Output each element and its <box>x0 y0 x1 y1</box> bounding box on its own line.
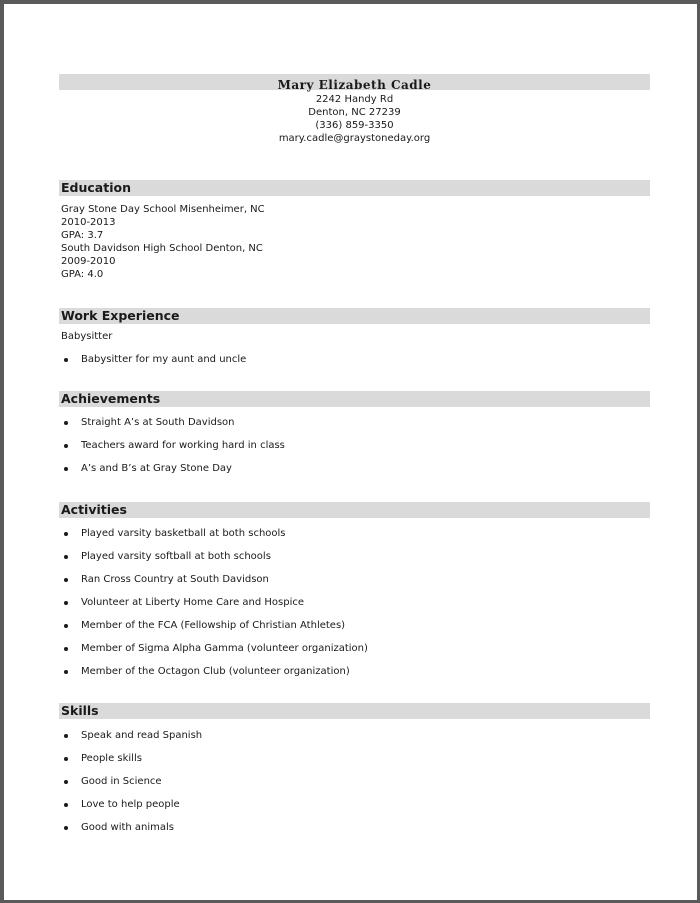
list-item <box>59 439 650 452</box>
education-line: GPA: 3.7 <box>61 230 104 241</box>
section-header-skills: Skills <box>59 703 650 719</box>
resume-document <box>59 74 650 834</box>
bullet-icon <box>64 826 68 830</box>
bullet-icon <box>64 578 68 582</box>
education-line: South Davidson High School Denton, NC <box>61 243 263 254</box>
list-item <box>59 729 650 742</box>
section-header-education: Education <box>59 180 650 196</box>
list-item <box>59 665 650 678</box>
bullet-icon <box>64 647 68 651</box>
list-item <box>59 462 650 475</box>
list-item <box>59 752 650 765</box>
work-list <box>59 353 650 366</box>
bullet-icon <box>64 757 68 761</box>
list-item-text: Teachers award for working hard in class <box>81 440 285 451</box>
bullet-icon <box>64 803 68 807</box>
email-address: mary.cadle@graystoneday.org <box>278 133 431 144</box>
address-line-2: Denton, NC 27239 <box>308 107 401 118</box>
list-item <box>59 798 650 811</box>
list-item <box>59 527 650 540</box>
bullet-icon <box>64 532 68 536</box>
bullet-icon <box>64 624 68 628</box>
education-line: 2009-2010 <box>61 256 116 267</box>
bullet-icon <box>64 358 68 362</box>
activities-list <box>59 527 650 678</box>
bullet-icon <box>64 467 68 471</box>
list-item <box>59 353 650 366</box>
address-line-1: 2242 Handy Rd <box>315 94 394 105</box>
education-line: GPA: 4.0 <box>61 269 104 280</box>
bullet-icon <box>64 421 68 425</box>
skills-list <box>59 729 650 834</box>
applicant-name: Mary Elizabeth Cadle <box>277 78 432 92</box>
list-item-text: Straight A’s at South Davidson <box>81 417 235 428</box>
list-item <box>59 642 650 655</box>
contact-block <box>59 93 650 145</box>
phone-number: (336) 859-3350 <box>315 120 394 131</box>
list-item-text: Love to help people <box>81 799 180 810</box>
education-line: 2010-2013 <box>61 217 116 228</box>
list-item-text: Member of the FCA (Fellowship of Christian Athletes) <box>81 620 346 631</box>
bullet-icon <box>64 670 68 674</box>
bullet-icon <box>64 555 68 559</box>
list-item-text: Member of Sigma Alpha Gamma (volunteer organization) <box>81 643 368 654</box>
list-item-text: Speak and read Spanish <box>81 730 203 741</box>
list-item-text: Good with animals <box>81 822 175 833</box>
list-item <box>59 821 650 834</box>
list-item-text: Good in Science <box>81 776 162 787</box>
achievements-list <box>59 416 650 475</box>
list-item <box>59 619 650 632</box>
list-item <box>59 550 650 563</box>
list-item-text: Ran Cross Country at South Davidson <box>81 574 269 585</box>
list-item <box>59 416 650 429</box>
education-details <box>59 203 650 281</box>
list-item-text: Member of the Octagon Club (volunteer organization) <box>81 666 350 677</box>
list-item-text: A’s and B’s at Gray Stone Day <box>81 463 232 474</box>
list-item-text: Babysitter for my aunt and uncle <box>81 354 247 365</box>
name-bar <box>59 74 650 90</box>
section-header-achievements: Achievements <box>59 391 650 407</box>
list-item-text: Volunteer at Liberty Home Care and Hospice <box>81 597 305 608</box>
bullet-icon <box>64 601 68 605</box>
list-item-text: Played varsity softball at both schools <box>81 551 271 562</box>
bullet-icon <box>64 444 68 448</box>
section-header-activities: Activities <box>59 502 650 518</box>
list-item-text: Played varsity basketball at both schools <box>81 528 286 539</box>
bullet-icon <box>64 734 68 738</box>
section-header-work-experience: Work Experience <box>59 308 650 324</box>
list-item-text: People skills <box>81 753 142 764</box>
list-item <box>59 596 650 609</box>
list-item <box>59 573 650 586</box>
education-line: Gray Stone Day School Misenheimer, NC <box>61 204 265 215</box>
job-title: Babysitter <box>61 331 113 342</box>
bullet-icon <box>64 780 68 784</box>
list-item <box>59 775 650 788</box>
